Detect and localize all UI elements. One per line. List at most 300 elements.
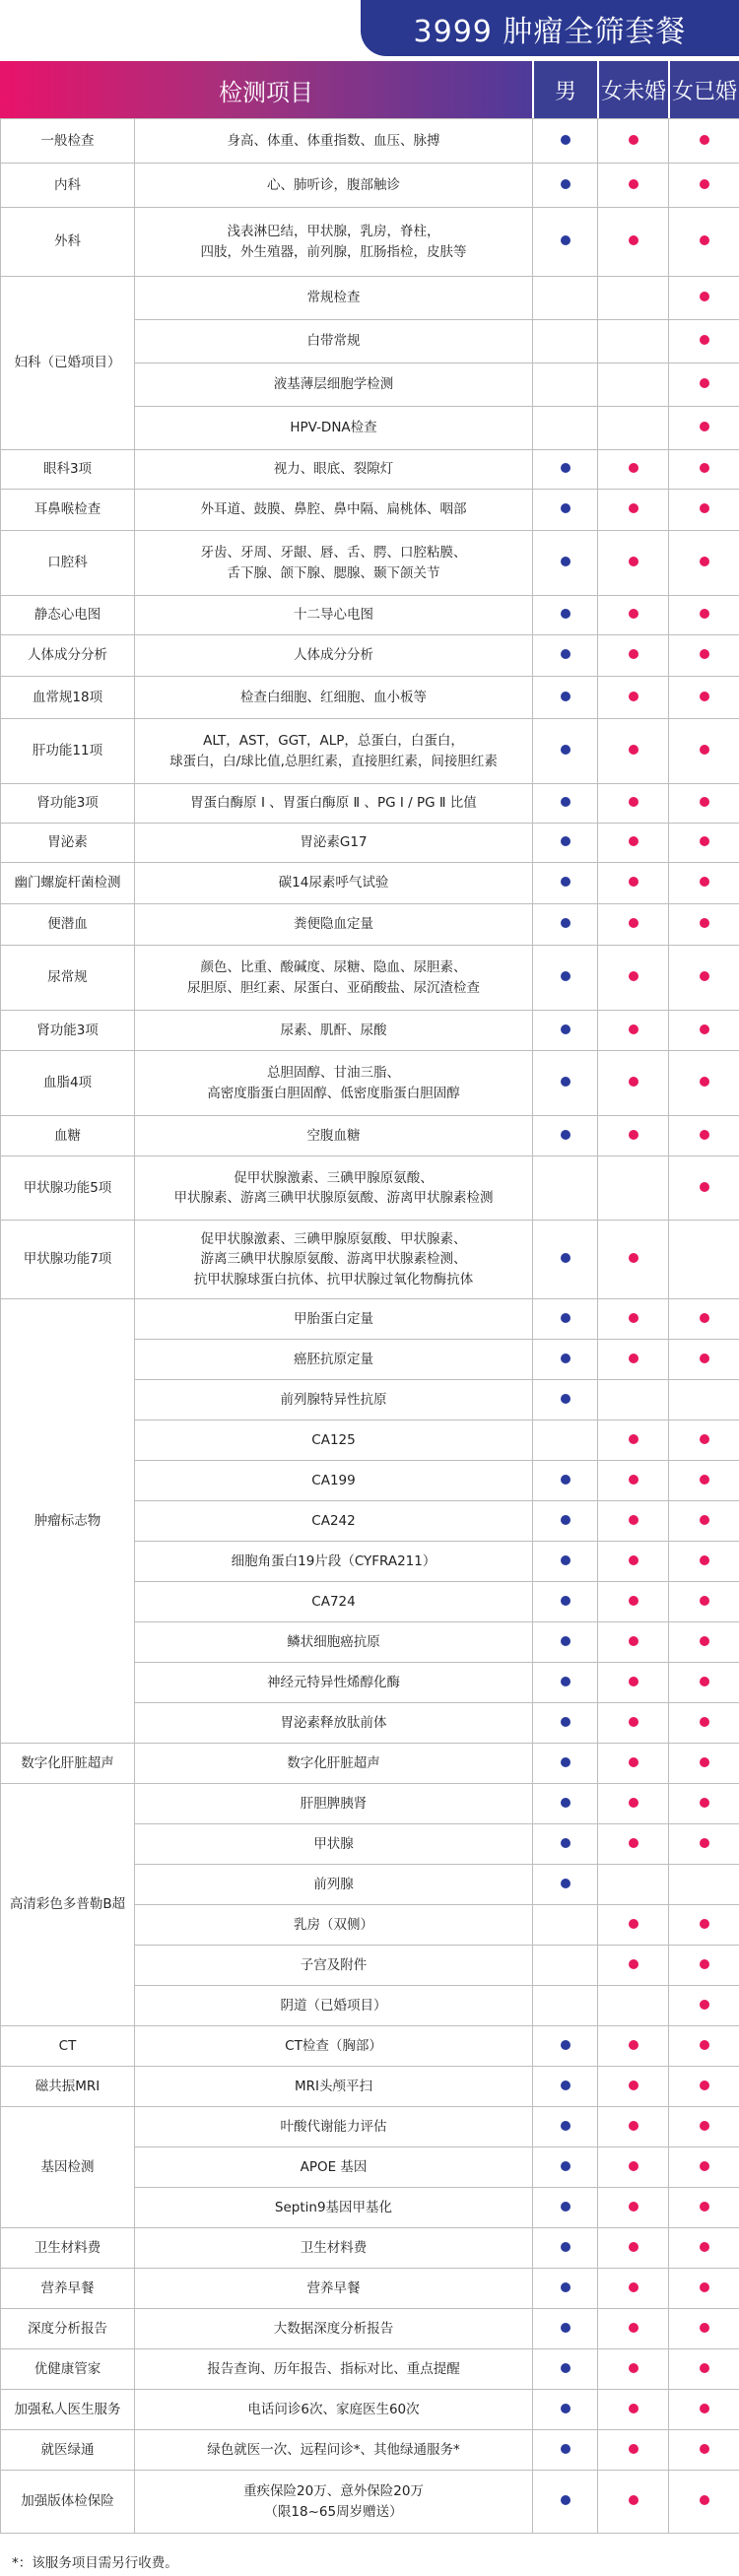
female-married-cell xyxy=(669,1582,739,1622)
male-dot-icon xyxy=(561,2202,571,2212)
category-cell: 肾功能3项 xyxy=(1,1011,135,1051)
male-cell xyxy=(533,2269,598,2309)
male-dot-icon xyxy=(561,2404,571,2413)
female-married-cell xyxy=(669,1299,739,1340)
female-unmarried-dot-icon xyxy=(629,1636,638,1646)
header-female-unmarried: 女未婚 xyxy=(597,61,668,118)
female-unmarried-dot-icon xyxy=(629,1717,638,1727)
male-cell xyxy=(533,1340,598,1380)
item-cell: MRI头颅平扫 xyxy=(135,2067,533,2107)
female-married-cell xyxy=(669,208,739,277)
item-cell: 卫生材料费 xyxy=(135,2228,533,2269)
item-cell: 促甲状腺激素、三碘甲腺原氨酸、甲状腺素、 游离三碘甲状腺原氨酸、游离甲状腺素检测、 抗甲状腺球蛋白抗体、抗甲状腺过氧化物酶抗体 xyxy=(135,1221,533,1299)
male-cell xyxy=(533,1156,598,1221)
male-cell xyxy=(533,363,598,407)
male-dot-icon xyxy=(561,1555,571,1565)
female-unmarried-dot-icon xyxy=(629,649,638,659)
male-dot-icon xyxy=(561,1717,571,1727)
male-cell xyxy=(533,824,598,863)
male-cell xyxy=(533,2188,598,2228)
female-married-dot-icon xyxy=(700,1024,709,1034)
female-unmarried-dot-icon xyxy=(629,2404,638,2413)
female-married-cell xyxy=(669,1051,739,1116)
table-row xyxy=(1,1116,739,1156)
table-row xyxy=(1,531,739,596)
female-married-dot-icon xyxy=(700,2323,709,2333)
male-dot-icon xyxy=(561,503,571,513)
female-married-dot-icon xyxy=(700,2404,709,2413)
female-unmarried-cell xyxy=(598,1744,669,1784)
female-unmarried-cell xyxy=(598,784,669,824)
male-dot-icon xyxy=(561,797,571,807)
category-cell: 磁共振MRI xyxy=(1,2067,135,2107)
category-cell: 血糖 xyxy=(1,1116,135,1156)
male-dot-icon xyxy=(561,2323,571,2333)
female-unmarried-dot-icon xyxy=(629,1313,638,1323)
male-cell xyxy=(533,208,598,277)
female-unmarried-cell xyxy=(598,635,669,677)
male-cell xyxy=(533,1824,598,1865)
item-cell: 子宫及附件 xyxy=(135,1946,533,1986)
table-row xyxy=(1,635,739,677)
female-married-dot-icon xyxy=(700,836,709,846)
category-cell: 血常规18项 xyxy=(1,677,135,719)
item-cell: 神经元特异性烯醇化酶 xyxy=(135,1663,533,1703)
female-unmarried-cell xyxy=(598,1824,669,1865)
female-unmarried-cell xyxy=(598,2269,669,2309)
female-unmarried-dot-icon xyxy=(629,692,638,701)
checkup-table xyxy=(0,118,739,2534)
female-married-dot-icon xyxy=(700,179,709,189)
female-married-dot-icon xyxy=(700,877,709,887)
female-unmarried-dot-icon xyxy=(629,1354,638,1363)
table-row xyxy=(1,277,739,320)
female-unmarried-cell xyxy=(598,2067,669,2107)
female-unmarried-cell xyxy=(598,490,669,531)
female-unmarried-dot-icon xyxy=(629,135,638,145)
female-married-cell xyxy=(669,320,739,363)
item-cell: 心、肺听诊，腹部触诊 xyxy=(135,164,533,208)
female-unmarried-cell xyxy=(598,1663,669,1703)
table-row xyxy=(1,2309,739,2349)
female-married-cell xyxy=(669,2269,739,2309)
female-unmarried-cell xyxy=(598,1946,669,1986)
category-cell: 肾功能3项 xyxy=(1,784,135,824)
item-cell: 粪便隐血定量 xyxy=(135,904,533,946)
table-header xyxy=(0,61,739,118)
female-unmarried-cell xyxy=(598,1461,669,1501)
female-married-dot-icon xyxy=(700,1717,709,1727)
female-married-cell xyxy=(669,2349,739,2390)
female-unmarried-dot-icon xyxy=(629,1919,638,1929)
female-unmarried-cell xyxy=(598,1156,669,1221)
male-cell xyxy=(533,677,598,719)
male-cell xyxy=(533,2471,598,2534)
female-married-dot-icon xyxy=(700,1434,709,1444)
female-married-cell xyxy=(669,1340,739,1380)
category-cell: 尿常规 xyxy=(1,946,135,1011)
female-unmarried-cell xyxy=(598,1501,669,1542)
item-cell: 常规检查 xyxy=(135,277,533,320)
female-unmarried-dot-icon xyxy=(629,918,638,928)
category-cell: 加强私人医生服务 xyxy=(1,2390,135,2430)
male-dot-icon xyxy=(561,179,571,189)
item-cell: 液基薄层细胞学检测 xyxy=(135,363,533,407)
item-cell: 牙齿、牙周、牙龈、唇、舌、腭、口腔粘膜、 舌下腺、颌下腺、腮腺、颞下颌关节 xyxy=(135,531,533,596)
female-married-cell xyxy=(669,1744,739,1784)
female-married-cell xyxy=(669,119,739,164)
item-cell: 营养早餐 xyxy=(135,2269,533,2309)
male-cell xyxy=(533,1905,598,1946)
table-row xyxy=(1,596,739,635)
female-unmarried-cell xyxy=(598,2309,669,2349)
category-cell: 营养早餐 xyxy=(1,2269,135,2309)
female-married-dot-icon xyxy=(700,557,709,566)
category-cell: 基因检测 xyxy=(1,2107,135,2228)
item-cell: 绿色就医一次、远程问诊*、其他绿通服务* xyxy=(135,2430,533,2471)
item-cell: 肝胆脾胰肾 xyxy=(135,1784,533,1824)
male-dot-icon xyxy=(561,1253,571,1263)
female-married-cell xyxy=(669,450,739,490)
item-cell: 叶酸代谢能力评估 xyxy=(135,2107,533,2147)
male-cell xyxy=(533,1986,598,2026)
female-unmarried-cell xyxy=(598,863,669,904)
female-married-dot-icon xyxy=(700,335,709,345)
female-unmarried-dot-icon xyxy=(629,1475,638,1485)
female-married-dot-icon xyxy=(700,1757,709,1767)
female-unmarried-cell xyxy=(598,1051,669,1116)
male-cell xyxy=(533,2107,598,2147)
female-unmarried-cell xyxy=(598,1582,669,1622)
male-cell xyxy=(533,719,598,784)
female-married-cell xyxy=(669,784,739,824)
male-cell xyxy=(533,596,598,635)
female-unmarried-dot-icon xyxy=(629,745,638,755)
male-cell xyxy=(533,904,598,946)
female-unmarried-dot-icon xyxy=(629,2202,638,2212)
female-married-cell xyxy=(669,490,739,531)
item-cell: 尿素、肌酐、尿酸 xyxy=(135,1011,533,1051)
female-married-cell xyxy=(669,1703,739,1744)
item-cell: 胃泌素G17 xyxy=(135,824,533,863)
female-married-dot-icon xyxy=(700,1636,709,1646)
female-unmarried-cell xyxy=(598,1542,669,1582)
female-married-cell xyxy=(669,1946,739,1986)
female-unmarried-dot-icon xyxy=(629,1130,638,1140)
female-married-dot-icon xyxy=(700,649,709,659)
category-cell: 耳鼻喉检查 xyxy=(1,490,135,531)
female-unmarried-dot-icon xyxy=(629,2161,638,2171)
female-married-cell xyxy=(669,1663,739,1703)
item-cell: CA724 xyxy=(135,1582,533,1622)
female-married-cell xyxy=(669,2107,739,2147)
female-unmarried-cell xyxy=(598,2188,669,2228)
category-cell: 数字化肝脏超声 xyxy=(1,1744,135,1784)
item-cell: 甲胎蛋白定量 xyxy=(135,1299,533,1340)
table-row xyxy=(1,1299,739,1340)
male-dot-icon xyxy=(561,1313,571,1323)
female-unmarried-dot-icon xyxy=(629,797,638,807)
male-cell xyxy=(533,1051,598,1116)
male-cell xyxy=(533,1622,598,1663)
female-unmarried-dot-icon xyxy=(629,836,638,846)
package-title: 3999 肿瘤全筛套餐 xyxy=(413,14,687,49)
male-cell xyxy=(533,1744,598,1784)
male-dot-icon xyxy=(561,745,571,755)
female-married-dot-icon xyxy=(700,2202,709,2212)
male-cell xyxy=(533,1221,598,1299)
table-row xyxy=(1,2026,739,2067)
male-cell xyxy=(533,119,598,164)
female-unmarried-dot-icon xyxy=(629,2282,638,2292)
male-dot-icon xyxy=(561,2444,571,2454)
male-cell xyxy=(533,1116,598,1156)
category-cell: 人体成分分析 xyxy=(1,635,135,677)
category-cell: 外科 xyxy=(1,208,135,277)
table-row xyxy=(1,119,739,164)
item-cell: 颜色、比重、酸碱度、尿糖、隐血、尿胆素、 尿胆原、胆红素、尿蛋白、亚硝酸盐、尿沉渣检查 xyxy=(135,946,533,1011)
female-unmarried-cell xyxy=(598,2390,669,2430)
female-unmarried-cell xyxy=(598,904,669,946)
male-dot-icon xyxy=(561,1798,571,1808)
category-cell: 内科 xyxy=(1,164,135,208)
female-married-dot-icon xyxy=(700,1959,709,1969)
male-cell xyxy=(533,2147,598,2188)
male-dot-icon xyxy=(561,877,571,887)
male-dot-icon xyxy=(561,1596,571,1606)
footnote: *：该服务项目需另行收费。 xyxy=(12,2555,178,2571)
female-married-dot-icon xyxy=(700,2242,709,2252)
female-unmarried-dot-icon xyxy=(629,557,638,566)
female-unmarried-cell xyxy=(598,1340,669,1380)
male-dot-icon xyxy=(561,971,571,981)
category-cell: 幽门螺旋杆菌检测 xyxy=(1,863,135,904)
table-row xyxy=(1,2349,739,2390)
female-unmarried-dot-icon xyxy=(629,1077,638,1087)
male-cell xyxy=(533,1420,598,1461)
table-row xyxy=(1,2067,739,2107)
female-married-cell xyxy=(669,363,739,407)
female-unmarried-dot-icon xyxy=(629,463,638,473)
male-dot-icon xyxy=(561,1838,571,1848)
female-married-dot-icon xyxy=(700,2282,709,2292)
female-married-cell xyxy=(669,407,739,450)
male-dot-icon xyxy=(561,2363,571,2373)
item-cell: 总胆固醇、甘油三脂、 高密度脂蛋白胆固醇、低密度脂蛋白胆固醇 xyxy=(135,1051,533,1116)
female-married-cell xyxy=(669,164,739,208)
female-married-dot-icon xyxy=(700,503,709,513)
female-married-dot-icon xyxy=(700,2000,709,2010)
female-unmarried-cell xyxy=(598,2430,669,2471)
category-cell: 甲状腺功能7项 xyxy=(1,1221,135,1299)
female-married-dot-icon xyxy=(700,1313,709,1323)
female-married-cell xyxy=(669,1542,739,1582)
female-married-dot-icon xyxy=(700,422,709,431)
female-married-cell xyxy=(669,1380,739,1420)
item-cell: 十二导心电图 xyxy=(135,596,533,635)
table-row xyxy=(1,784,739,824)
male-dot-icon xyxy=(561,836,571,846)
table-row xyxy=(1,2471,739,2534)
female-unmarried-dot-icon xyxy=(629,1838,638,1848)
male-cell xyxy=(533,1703,598,1744)
female-unmarried-cell xyxy=(598,208,669,277)
male-cell xyxy=(533,1865,598,1905)
female-married-dot-icon xyxy=(700,797,709,807)
category-cell: CT xyxy=(1,2026,135,2067)
female-unmarried-dot-icon xyxy=(629,1253,638,1263)
item-cell: 细胞角蛋白19片段（CYFRA211） xyxy=(135,1542,533,1582)
female-unmarried-dot-icon xyxy=(629,1798,638,1808)
item-cell: 甲状腺 xyxy=(135,1824,533,1865)
female-married-cell xyxy=(669,719,739,784)
female-unmarried-cell xyxy=(598,677,669,719)
female-unmarried-cell xyxy=(598,2228,669,2269)
item-cell: 胃蛋白酶原 Ⅰ 、胃蛋白酶原 Ⅱ 、PG Ⅰ / PG Ⅱ 比值 xyxy=(135,784,533,824)
female-married-cell xyxy=(669,1784,739,1824)
item-cell: CA125 xyxy=(135,1420,533,1461)
female-unmarried-cell xyxy=(598,2107,669,2147)
category-cell: 优健康管家 xyxy=(1,2349,135,2390)
item-cell: 视力、眼底、裂隙灯 xyxy=(135,450,533,490)
table-row xyxy=(1,2430,739,2471)
female-married-cell xyxy=(669,1156,739,1221)
table-row xyxy=(1,164,739,208)
male-cell xyxy=(533,946,598,1011)
female-unmarried-dot-icon xyxy=(629,1959,638,1969)
female-unmarried-dot-icon xyxy=(629,2040,638,2050)
item-cell: ALT，AST，GGT，ALP，总蛋白，白蛋白， 球蛋白，白/球比值,总胆红素，直接胆红素，间接胆红素 xyxy=(135,719,533,784)
male-dot-icon xyxy=(561,235,571,245)
male-dot-icon xyxy=(561,1636,571,1646)
female-unmarried-dot-icon xyxy=(629,1596,638,1606)
female-unmarried-cell xyxy=(598,2471,669,2534)
male-cell xyxy=(533,531,598,596)
female-unmarried-dot-icon xyxy=(629,2242,638,2252)
female-married-cell xyxy=(669,1501,739,1542)
female-unmarried-cell xyxy=(598,531,669,596)
male-dot-icon xyxy=(561,918,571,928)
male-cell xyxy=(533,1542,598,1582)
female-married-cell xyxy=(669,2228,739,2269)
female-unmarried-cell xyxy=(598,1011,669,1051)
female-married-dot-icon xyxy=(700,2444,709,2454)
item-cell: 身高、体重、体重指数、血压、脉搏 xyxy=(135,119,533,164)
female-married-dot-icon xyxy=(700,1130,709,1140)
male-cell xyxy=(533,2390,598,2430)
table-row xyxy=(1,824,739,863)
header-male: 男 xyxy=(532,61,597,118)
female-unmarried-cell xyxy=(598,2026,669,2067)
female-unmarried-cell xyxy=(598,1784,669,1824)
table-row xyxy=(1,1784,739,1824)
table-row xyxy=(1,450,739,490)
male-dot-icon xyxy=(561,135,571,145)
male-cell xyxy=(533,2067,598,2107)
male-dot-icon xyxy=(561,1879,571,1888)
female-unmarried-cell xyxy=(598,2147,669,2188)
female-unmarried-dot-icon xyxy=(629,971,638,981)
item-cell: 外耳道、鼓膜、鼻腔、鼻中隔、扁桃体、咽部 xyxy=(135,490,533,531)
female-married-dot-icon xyxy=(700,1354,709,1363)
male-cell xyxy=(533,1380,598,1420)
female-unmarried-dot-icon xyxy=(629,609,638,619)
male-dot-icon xyxy=(561,2242,571,2252)
female-married-dot-icon xyxy=(700,235,709,245)
female-unmarried-dot-icon xyxy=(629,2121,638,2131)
female-married-dot-icon xyxy=(700,1077,709,1087)
female-unmarried-cell xyxy=(598,596,669,635)
male-cell xyxy=(533,863,598,904)
female-married-dot-icon xyxy=(700,918,709,928)
female-married-dot-icon xyxy=(700,2495,709,2505)
female-unmarried-cell xyxy=(598,1420,669,1461)
female-married-cell xyxy=(669,1905,739,1946)
item-cell: 重疾保险20万、意外保险20万 （限18~65周岁赠送） xyxy=(135,2471,533,2534)
male-cell xyxy=(533,490,598,531)
female-unmarried-dot-icon xyxy=(629,235,638,245)
item-cell: 癌胚抗原定量 xyxy=(135,1340,533,1380)
male-cell xyxy=(533,1663,598,1703)
table-row xyxy=(1,2269,739,2309)
female-married-cell xyxy=(669,1221,739,1299)
female-unmarried-cell xyxy=(598,824,669,863)
female-unmarried-cell xyxy=(598,1299,669,1340)
male-cell xyxy=(533,2228,598,2269)
female-married-cell xyxy=(669,1011,739,1051)
item-cell: 白带常规 xyxy=(135,320,533,363)
female-unmarried-dot-icon xyxy=(629,2444,638,2454)
female-married-dot-icon xyxy=(700,1798,709,1808)
female-married-cell xyxy=(669,1461,739,1501)
female-married-cell xyxy=(669,531,739,596)
male-cell xyxy=(533,277,598,320)
male-cell xyxy=(533,1299,598,1340)
female-unmarried-cell xyxy=(598,2349,669,2390)
female-unmarried-cell xyxy=(598,277,669,320)
female-unmarried-cell xyxy=(598,407,669,450)
male-dot-icon xyxy=(561,1354,571,1363)
male-cell xyxy=(533,320,598,363)
category-cell: 血脂4项 xyxy=(1,1051,135,1116)
package-title-banner xyxy=(361,0,739,56)
item-cell: 碳14尿素呼气试验 xyxy=(135,863,533,904)
female-married-dot-icon xyxy=(700,378,709,388)
female-married-dot-icon xyxy=(700,2081,709,2090)
female-unmarried-cell xyxy=(598,450,669,490)
item-cell: 胃泌素释放肽前体 xyxy=(135,1703,533,1744)
female-married-dot-icon xyxy=(700,692,709,701)
male-dot-icon xyxy=(561,1130,571,1140)
female-unmarried-cell xyxy=(598,1905,669,1946)
male-dot-icon xyxy=(561,2121,571,2131)
male-cell xyxy=(533,1946,598,1986)
male-dot-icon xyxy=(561,2081,571,2090)
table-row xyxy=(1,1051,739,1116)
female-unmarried-cell xyxy=(598,1622,669,1663)
female-married-cell xyxy=(669,1116,739,1156)
female-married-cell xyxy=(669,2188,739,2228)
male-dot-icon xyxy=(561,463,571,473)
female-unmarried-dot-icon xyxy=(629,1555,638,1565)
male-cell xyxy=(533,1011,598,1051)
male-cell xyxy=(533,1784,598,1824)
female-unmarried-dot-icon xyxy=(629,2081,638,2090)
male-dot-icon xyxy=(561,1757,571,1767)
table-row xyxy=(1,490,739,531)
male-cell xyxy=(533,450,598,490)
male-dot-icon xyxy=(561,557,571,566)
